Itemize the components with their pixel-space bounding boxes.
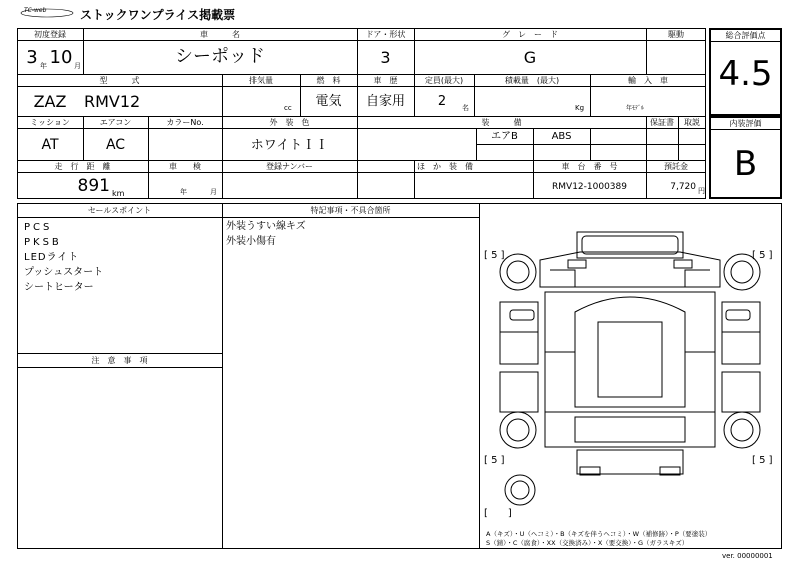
price-unit: 円 xyxy=(698,187,705,195)
note-item: 外装うすい線キズ xyxy=(226,221,306,232)
inspection-label: 車 検 xyxy=(169,162,201,171)
inspection-year-unit: 年 xyxy=(180,188,187,196)
inspection-month-unit: 月 xyxy=(210,188,217,196)
model-label: 型 式 xyxy=(99,76,140,85)
bracket-right-bottom: [ 5 ] xyxy=(752,455,773,466)
sales-point-item: シートヒーター xyxy=(24,282,94,293)
chassis-label: 車 台 番 号 xyxy=(561,162,618,171)
warranty-label: 保証書 xyxy=(650,118,674,127)
mission-label: ミッション xyxy=(30,118,70,127)
door-value: 3 xyxy=(380,48,391,67)
capacity-unit: 名 xyxy=(462,104,469,112)
interior-rating-value: B xyxy=(733,144,758,184)
fuel-value: 電気 xyxy=(315,94,342,109)
mileage-label: 走 行 距 離 xyxy=(54,162,111,171)
grade-value: G xyxy=(523,48,537,67)
vehicle-type-label: 車 歴 xyxy=(373,76,398,85)
door-label: ドア・形状 xyxy=(365,30,406,39)
price-value: 7,720 xyxy=(670,182,696,192)
manual-label: 取説 xyxy=(684,118,700,127)
import-unit: 年ﾓﾃﾞﾙ xyxy=(626,105,645,112)
legend-line-1: A（キズ）・U（ヘコミ）・B（キズを伴うヘコミ）・W（補修跡）・P（要塗装） xyxy=(486,530,712,538)
mileage-unit: km xyxy=(112,189,125,198)
interior-rating-label: 内装評価 xyxy=(729,119,762,128)
load-unit: Kg xyxy=(575,104,585,112)
vehicle-type-value: 自家用 xyxy=(365,94,405,109)
mission-value: AT xyxy=(41,137,59,153)
first-reg-year-unit: 年 xyxy=(40,62,47,70)
model-value: RMV12 xyxy=(84,92,141,111)
capacity-label: 定員(最大) xyxy=(424,76,464,85)
bracket-left-bottom: [ 5 ] xyxy=(484,455,505,466)
sales-point-item: LEDライト xyxy=(24,252,80,263)
aircon-label: エアコン xyxy=(99,118,132,127)
bracket-right-top: [ 5 ] xyxy=(752,250,773,261)
sales-points-label: セールスポイント xyxy=(87,206,152,215)
displacement-label: 排気量 xyxy=(249,76,273,85)
car-name-label: 車 名 xyxy=(200,30,240,39)
grade-label: グ レ ー ド xyxy=(502,30,558,39)
mileage-value: 891 xyxy=(77,176,110,196)
spare-bracket: [ ] xyxy=(484,508,512,519)
color-label: 外 装 色 xyxy=(269,118,310,127)
notes-label: 特記事項・不具合箇所 xyxy=(310,206,391,215)
displacement-unit: cc xyxy=(284,104,292,112)
cautions-label: 注 意 事 項 xyxy=(91,356,148,365)
overall-rating-label: 総合評価点 xyxy=(725,31,766,40)
bracket-left-top: [ 5 ] xyxy=(484,250,505,261)
drive-label: 駆動 xyxy=(668,30,684,39)
note-item: 外装小傷有 xyxy=(226,236,276,247)
car-diagram-icon xyxy=(480,212,780,512)
other-equip-label: ほ か 装 備 xyxy=(417,162,473,171)
import-label: 輸 入 車 xyxy=(628,76,668,85)
chassis-value: RMV12-1000389 xyxy=(552,182,627,192)
capacity-value: 2 xyxy=(437,94,447,109)
equip-item-1: エアB xyxy=(491,131,518,142)
first-reg-year: 3 xyxy=(26,47,38,68)
plate-label: 登録ナンバー xyxy=(265,162,314,171)
version-label: ver. 00000001 xyxy=(722,552,773,560)
aircon-value: AC xyxy=(105,137,126,153)
legend-line-2: S（錆）・C（腐食）・XX（交換済み）・X（要交換）・G（ガラスキズ） xyxy=(486,539,689,547)
overall-rating-value: 4.5 xyxy=(718,54,773,94)
first-reg-label: 初度登録 xyxy=(34,30,66,39)
model-prefix: ZAZ xyxy=(33,92,67,111)
color-no-label: カラーNo. xyxy=(166,118,204,127)
sales-point-item: プッシュスタート xyxy=(24,267,104,278)
color-value: ホワイトＩＩ xyxy=(250,138,329,153)
equip-label: 装 備 xyxy=(481,118,522,127)
sales-point-item: PCS xyxy=(24,222,53,233)
logo-text: TC-web xyxy=(24,7,47,14)
price-label: 預託金 xyxy=(664,162,688,171)
logo xyxy=(20,6,74,18)
first-reg-month-unit: 月 xyxy=(74,62,81,70)
fuel-label: 燃 料 xyxy=(316,76,341,85)
load-label: 積載量 (最大) xyxy=(504,76,560,85)
car-name: シーポッド xyxy=(175,46,265,67)
page-title: ストックワンプライス掲載票 xyxy=(80,8,236,22)
sales-point-item: PKSB xyxy=(24,237,62,248)
first-reg-month: 10 xyxy=(49,47,73,68)
equip-item-2: ABS xyxy=(551,131,572,142)
